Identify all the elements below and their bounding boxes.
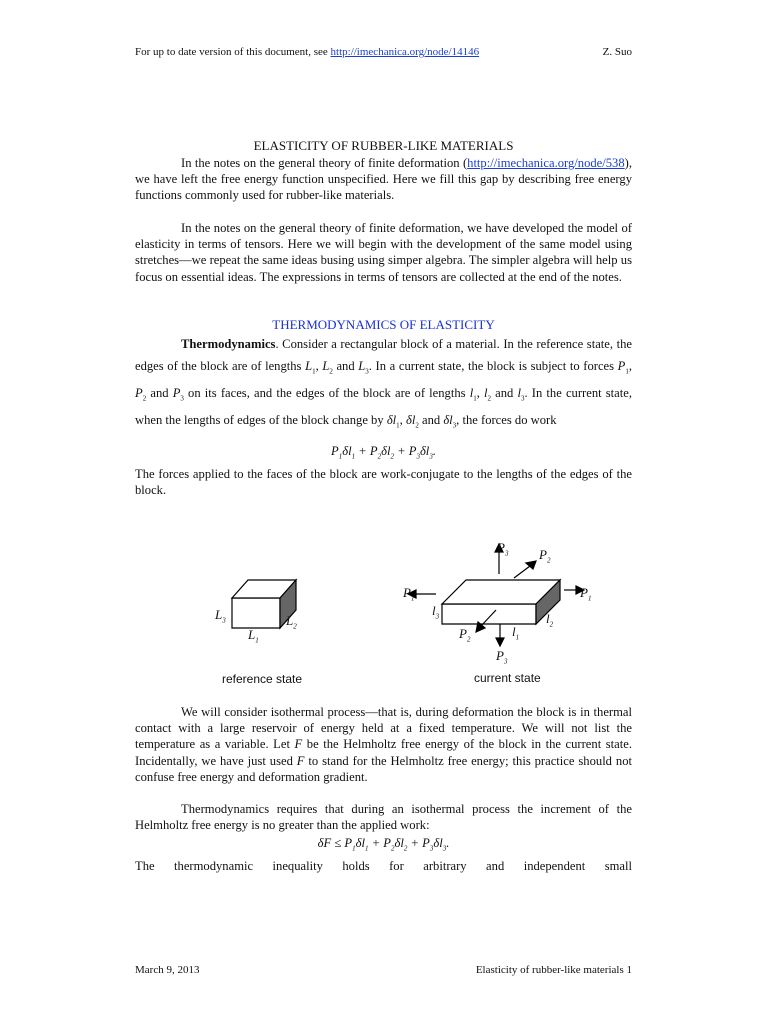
- sym: δl: [405, 412, 416, 427]
- reference-caption: reference state: [222, 672, 303, 686]
- sym: P: [135, 385, 143, 400]
- sym: P: [422, 836, 430, 850]
- sym: P: [383, 836, 391, 850]
- sym: δl: [419, 444, 430, 458]
- header-author: Z. Suo: [602, 46, 632, 58]
- sym: δl: [443, 412, 453, 427]
- op: +: [407, 836, 423, 850]
- sub: 2: [390, 452, 394, 461]
- sub: 1: [587, 594, 592, 603]
- sym: P: [172, 385, 181, 400]
- text: . In the current state, when the lengths of edges of the block change by: [135, 385, 632, 427]
- sym: F: [294, 737, 303, 752]
- sym: l: [469, 385, 474, 400]
- sub: 3: [503, 657, 508, 666]
- sym: P: [617, 358, 626, 373]
- sym: δl: [381, 444, 391, 458]
- document-title: ELASTICITY OF RUBBER-LIKE MATERIALS: [253, 138, 514, 153]
- work-conjugate-text: The forces applied to the faces of the block are work-conjugate to the lengths of the edges of the block.: [135, 467, 632, 498]
- text: ,: [476, 385, 484, 400]
- sym: δl: [394, 836, 404, 850]
- label-l1: [512, 624, 519, 642]
- sym: L: [248, 627, 256, 642]
- text: ,: [628, 358, 633, 373]
- sub: 3: [222, 616, 226, 625]
- sym: L: [322, 358, 330, 373]
- sub: 1: [352, 844, 356, 853]
- current-block: [442, 580, 560, 624]
- work-equation: [135, 444, 632, 461]
- header-link[interactable]: http://imechanica.org/node/14146: [330, 46, 480, 58]
- section-title: THERMODYNAMICS OF ELASTICITY: [272, 317, 495, 332]
- sub: 3: [435, 612, 440, 621]
- sub: 1: [351, 452, 356, 461]
- footer-date: March 9, 2013: [135, 964, 200, 976]
- op: +: [355, 444, 370, 458]
- text: , the forces do work: [456, 412, 557, 427]
- text: to stand for the Helmholtz free energy; this practice should not confuse free energy and deformation gradient.: [135, 753, 632, 784]
- thermo-paragraph: [135, 334, 632, 437]
- sym: P: [496, 648, 504, 663]
- text: and: [418, 412, 444, 427]
- sym: δl: [355, 836, 365, 850]
- text: and: [332, 358, 359, 373]
- sub: 2: [329, 367, 333, 376]
- sym: P: [403, 585, 411, 600]
- sym: P: [344, 836, 353, 850]
- sym: δF: [317, 836, 332, 850]
- sub: 3: [429, 452, 433, 461]
- sym: l: [546, 611, 550, 626]
- sym: P: [539, 547, 547, 562]
- sym: L: [358, 358, 366, 373]
- sym: L: [305, 358, 313, 373]
- intro-link[interactable]: http://imechanica.org/node/538: [467, 156, 625, 170]
- thermo-requires-paragraph: Thermodynamics requires that during an isothermal process the increment of the Helmholtz free energy is no greater than the applied work:: [135, 802, 632, 833]
- sym: P: [580, 585, 588, 600]
- sym: L: [215, 607, 223, 622]
- run-in-heading: Thermodynamics: [181, 337, 276, 351]
- label-l3: [432, 603, 439, 621]
- sub: 2: [293, 622, 297, 631]
- sub: 1: [364, 844, 369, 853]
- sub: 3: [452, 421, 457, 430]
- sym: δl: [433, 836, 443, 850]
- label-l2: [546, 611, 553, 629]
- sub: 2: [403, 844, 408, 853]
- sub: 1: [338, 452, 343, 461]
- intro-paragraph-1: [135, 155, 632, 204]
- text: and: [146, 385, 173, 400]
- op: .: [446, 836, 450, 850]
- text: and: [491, 385, 518, 400]
- text: We will consider isothermal process—that is, during deformation the block is in thermal contact with a large reservoir of energy held at a fixed temperature. We will not list the temperature as a variable. Let: [135, 705, 632, 752]
- sym: L: [286, 613, 294, 628]
- label-P3-top: [497, 540, 508, 558]
- sym: P: [497, 540, 505, 555]
- op: +: [368, 836, 384, 850]
- footer-page: Elasticity of rubber-like materials 1: [475, 964, 632, 976]
- sym: l: [432, 603, 436, 618]
- sub: 3: [520, 394, 525, 403]
- sub: 2: [549, 620, 554, 629]
- text: ,: [399, 412, 406, 427]
- sub: 2: [390, 844, 395, 853]
- label-L3: [215, 607, 226, 625]
- current-caption: current state: [474, 671, 541, 685]
- sub: 2: [142, 394, 147, 403]
- text: ,: [315, 358, 323, 373]
- isothermal-paragraph: [135, 704, 632, 785]
- sub: 2: [377, 452, 382, 461]
- sym: δl: [342, 444, 352, 458]
- text: on its faces, and the edges of the block are of lengths: [183, 385, 470, 400]
- sym: l: [512, 624, 516, 639]
- sym: P: [408, 444, 417, 458]
- label-P1-left: [403, 585, 414, 603]
- intro-text: In the notes on the general theory of finite deformation (: [181, 156, 468, 170]
- label-P1-right: [580, 585, 591, 603]
- intro-paragraph-2: In the notes on the general theory of finite deformation, we have developed the model of elasticity in terms of tensors. Here we will begin with the development of the same model using stretches—we repeat the same ideas busing using simper algebra. The simpler algebra will help us focus on essential ideas. The expressions in terms of tensors are collected at the end of the notes.: [135, 221, 632, 284]
- label-P2-top: [539, 547, 550, 565]
- sub: 2: [466, 635, 471, 644]
- sub: 2: [415, 421, 419, 430]
- label-L1: [248, 627, 259, 645]
- sym: δl: [386, 412, 397, 427]
- sub: 1: [473, 394, 477, 403]
- op: .: [432, 444, 436, 458]
- header-text: For up to date version of this document, see: [135, 46, 331, 58]
- inequality-equation: [135, 836, 632, 853]
- sub: 1: [410, 594, 415, 603]
- op: +: [393, 444, 409, 458]
- sub: 1: [625, 367, 629, 376]
- sym: l: [517, 385, 521, 400]
- sub: 2: [487, 394, 491, 403]
- intro-text-cont: ), we have left the free energy function unspecified. Here we fill this gap by describing free energy functions commonly used for rubber-like materials.: [135, 156, 632, 203]
- running-header: [135, 46, 632, 58]
- sub: 3: [416, 452, 420, 461]
- sub: 3: [365, 367, 369, 376]
- sub: 3: [180, 394, 184, 403]
- sym: P: [331, 444, 339, 458]
- sym: P: [369, 444, 378, 458]
- sub: 1: [255, 636, 259, 645]
- sub: 1: [515, 633, 520, 642]
- sym: P: [459, 626, 467, 641]
- sub: 1: [396, 421, 400, 430]
- sub: 1: [312, 367, 316, 376]
- label-L2: [286, 613, 297, 631]
- sym: F: [296, 753, 305, 768]
- text: . Consider a rectangular block of a material. In the reference state, the edges of the block are of lengths: [135, 337, 632, 373]
- label-P2-bottom: [459, 626, 470, 644]
- text: be the Helmholtz free energy of the block in the current state. Incidentally, we have just used: [135, 737, 632, 768]
- inequality-holds-text: The thermodynamic inequality holds for arbitrary and independent small: [135, 859, 632, 873]
- sym: l: [484, 385, 488, 400]
- sub: 2: [546, 556, 551, 565]
- sub: 3: [429, 844, 434, 853]
- text: . In a current state, the block is subject to forces: [368, 358, 618, 373]
- sub: 3: [442, 844, 447, 853]
- label-P3-bottom: [496, 648, 507, 666]
- op: ≤: [331, 836, 345, 850]
- sub: 3: [504, 549, 509, 558]
